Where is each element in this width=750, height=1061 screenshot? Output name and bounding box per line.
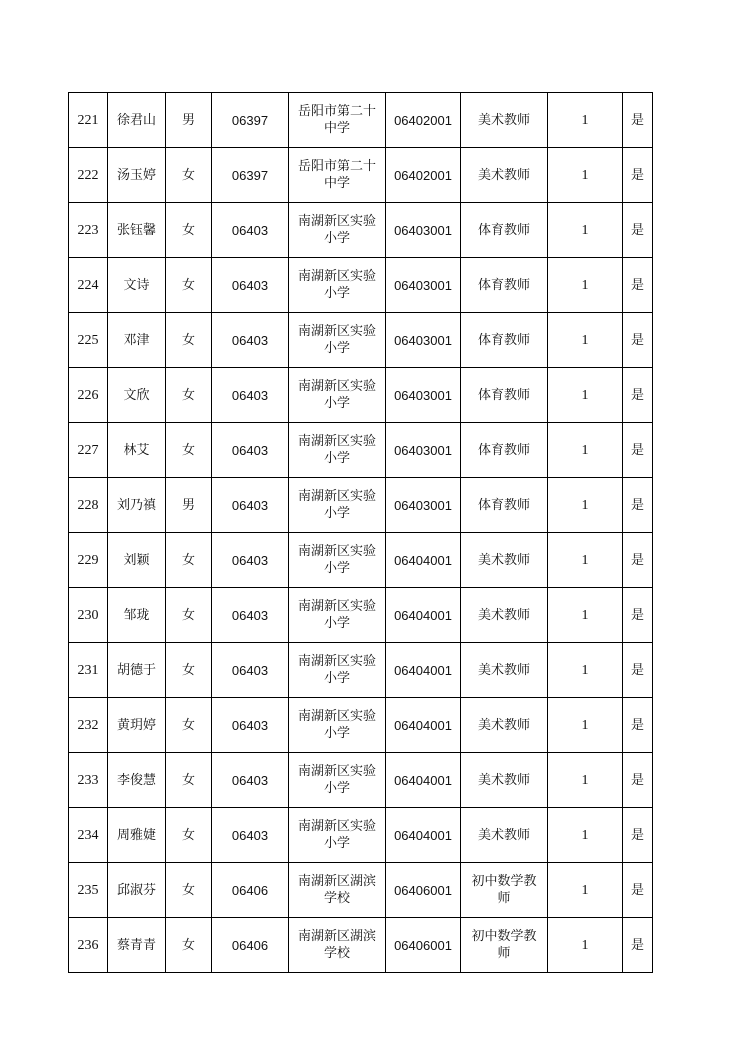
- quota-cell: 1: [548, 148, 623, 203]
- gender-cell: 女: [166, 258, 212, 313]
- name-cell: 林艾: [108, 423, 166, 478]
- name-cell: 张钰馨: [108, 203, 166, 258]
- quota-cell: 1: [548, 588, 623, 643]
- unit-name-cell-line-2: 中学: [323, 176, 350, 191]
- qualified-cell: 是: [623, 423, 653, 478]
- name-cell: 邓津: [108, 313, 166, 368]
- serial-number-cell: 223: [69, 203, 108, 258]
- roster-table: [68, 92, 653, 973]
- unit-name-cell-line-1: 南湖新区实验: [297, 819, 376, 834]
- table-body: [69, 93, 653, 973]
- unit-name-cell-line-1: 南湖新区实验: [297, 379, 376, 394]
- unit-code-cell: 06406: [212, 918, 289, 973]
- unit-name-cell-line-1: 南湖新区实验: [297, 214, 376, 229]
- serial-number-cell: 229: [69, 533, 108, 588]
- unit-code-cell: 06403: [212, 313, 289, 368]
- quota-cell: 1: [548, 643, 623, 698]
- unit-name-cell-line-1: 南湖新区实验: [297, 544, 376, 559]
- quota-cell: 1: [548, 918, 623, 973]
- post-name-cell: [461, 93, 548, 148]
- unit-name-cell-line-1: 南湖新区实验: [297, 764, 376, 779]
- serial-number-cell: 222: [69, 148, 108, 203]
- post-name-cell-line-1: 美术教师: [477, 662, 530, 678]
- serial-number-cell: 232: [69, 698, 108, 753]
- post-code-cell: 06402001: [386, 93, 461, 148]
- unit-name-cell-line-2: 学校: [323, 946, 350, 961]
- gender-cell: 女: [166, 808, 212, 863]
- unit-name-cell-line-1: 南湖新区实验: [297, 709, 376, 724]
- name-cell: 邱淑芬: [108, 863, 166, 918]
- table-row: [69, 643, 653, 698]
- name-cell: 胡德于: [108, 643, 166, 698]
- post-name-cell-line-1: 美术教师: [477, 607, 530, 623]
- post-code-cell: 06403001: [386, 368, 461, 423]
- post-name-cell: [461, 918, 548, 973]
- gender-cell: 女: [166, 863, 212, 918]
- qualified-cell: 是: [623, 93, 653, 148]
- post-name-cell-line-1: 初中数学教: [471, 874, 537, 889]
- unit-name-cell-line-1: 南湖新区实验: [297, 269, 376, 284]
- name-cell: 文欣: [108, 368, 166, 423]
- table-row: [69, 863, 653, 918]
- unit-code-cell: 06406: [212, 863, 289, 918]
- qualified-cell: 是: [623, 643, 653, 698]
- unit-name-cell-line-1: 岳阳市第二十: [297, 159, 376, 174]
- table-row: [69, 808, 653, 863]
- unit-name-cell: [289, 588, 386, 643]
- unit-code-cell: 06403: [212, 588, 289, 643]
- serial-number-cell: 235: [69, 863, 108, 918]
- unit-code-cell: 06403: [212, 203, 289, 258]
- qualified-cell: 是: [623, 203, 653, 258]
- unit-name-cell-line-2: 小学: [323, 451, 350, 466]
- name-cell: 邹珑: [108, 588, 166, 643]
- post-name-cell-line-1: 体育教师: [477, 497, 530, 513]
- post-name-cell-line-1: 美术教师: [477, 717, 530, 733]
- unit-code-cell: 06403: [212, 643, 289, 698]
- post-code-cell: 06403001: [386, 313, 461, 368]
- unit-code-cell: 06403: [212, 368, 289, 423]
- unit-name-cell-line-2: 小学: [323, 341, 350, 356]
- post-name-cell-line-1: 美术教师: [477, 167, 530, 183]
- qualified-cell: 是: [623, 368, 653, 423]
- unit-name-cell-line-2: 小学: [323, 671, 350, 686]
- qualified-cell: 是: [623, 753, 653, 808]
- gender-cell: 女: [166, 643, 212, 698]
- gender-cell: 女: [166, 533, 212, 588]
- post-name-cell: [461, 863, 548, 918]
- table-row: [69, 423, 653, 478]
- post-code-cell: 06402001: [386, 148, 461, 203]
- serial-number-cell: 226: [69, 368, 108, 423]
- serial-number-cell: 236: [69, 918, 108, 973]
- unit-name-cell: [289, 533, 386, 588]
- quota-cell: 1: [548, 753, 623, 808]
- post-name-cell-line-1: 体育教师: [477, 277, 530, 293]
- post-name-cell: [461, 808, 548, 863]
- qualified-cell: 是: [623, 148, 653, 203]
- unit-name-cell: [289, 863, 386, 918]
- post-name-cell-line-2: 师: [497, 946, 511, 961]
- post-code-cell: 06404001: [386, 753, 461, 808]
- unit-name-cell: [289, 313, 386, 368]
- post-code-cell: 06403001: [386, 258, 461, 313]
- post-name-cell-line-1: 初中数学教: [471, 929, 537, 944]
- post-name-cell-line-1: 体育教师: [477, 222, 530, 238]
- post-name-cell: [461, 533, 548, 588]
- unit-name-cell-line-2: 小学: [323, 561, 350, 576]
- post-code-cell: 06406001: [386, 863, 461, 918]
- unit-name-cell-line-2: 小学: [323, 836, 350, 851]
- serial-number-cell: 230: [69, 588, 108, 643]
- serial-number-cell: 225: [69, 313, 108, 368]
- unit-name-cell-line-2: 小学: [323, 231, 350, 246]
- post-name-cell: [461, 148, 548, 203]
- serial-number-cell: 233: [69, 753, 108, 808]
- table-row: [69, 753, 653, 808]
- unit-name-cell-line-1: 南湖新区实验: [297, 324, 376, 339]
- gender-cell: 女: [166, 203, 212, 258]
- post-code-cell: 06403001: [386, 203, 461, 258]
- unit-name-cell-line-1: 南湖新区实验: [297, 599, 376, 614]
- unit-code-cell: 06403: [212, 258, 289, 313]
- qualified-cell: 是: [623, 478, 653, 533]
- qualified-cell: 是: [623, 533, 653, 588]
- post-code-cell: 06404001: [386, 588, 461, 643]
- quota-cell: 1: [548, 533, 623, 588]
- post-code-cell: 06404001: [386, 533, 461, 588]
- name-cell: 刘颖: [108, 533, 166, 588]
- unit-name-cell-line-2: 小学: [323, 396, 350, 411]
- name-cell: 徐君山: [108, 93, 166, 148]
- table-row: [69, 93, 653, 148]
- unit-name-cell: [289, 148, 386, 203]
- quota-cell: 1: [548, 423, 623, 478]
- unit-code-cell: 06403: [212, 753, 289, 808]
- unit-code-cell: 06397: [212, 93, 289, 148]
- quota-cell: 1: [548, 698, 623, 753]
- unit-name-cell: [289, 478, 386, 533]
- serial-number-cell: 227: [69, 423, 108, 478]
- unit-name-cell-line-2: 中学: [323, 121, 350, 136]
- post-name-cell: [461, 313, 548, 368]
- post-code-cell: 06406001: [386, 918, 461, 973]
- table-row: [69, 203, 653, 258]
- post-name-cell: [461, 423, 548, 478]
- post-name-cell-line-1: 体育教师: [477, 442, 530, 458]
- unit-name-cell-line-2: 小学: [323, 506, 350, 521]
- unit-name-cell-line-2: 小学: [323, 616, 350, 631]
- table-row: [69, 698, 653, 753]
- unit-name-cell-line-1: 南湖新区湖滨: [297, 874, 376, 889]
- post-code-cell: 06404001: [386, 698, 461, 753]
- post-name-cell: [461, 203, 548, 258]
- unit-name-cell: [289, 258, 386, 313]
- unit-code-cell: 06403: [212, 698, 289, 753]
- qualified-cell: 是: [623, 863, 653, 918]
- post-name-cell-line-1: 美术教师: [477, 552, 530, 568]
- serial-number-cell: 234: [69, 808, 108, 863]
- name-cell: 蔡青青: [108, 918, 166, 973]
- qualified-cell: 是: [623, 918, 653, 973]
- gender-cell: 女: [166, 313, 212, 368]
- name-cell: 刘乃禛: [108, 478, 166, 533]
- table-row: [69, 533, 653, 588]
- unit-name-cell-line-1: 南湖新区实验: [297, 489, 376, 504]
- qualified-cell: 是: [623, 698, 653, 753]
- name-cell: 黄玥婷: [108, 698, 166, 753]
- gender-cell: 女: [166, 423, 212, 478]
- quota-cell: 1: [548, 368, 623, 423]
- table-row: [69, 313, 653, 368]
- table-row: [69, 588, 653, 643]
- gender-cell: 女: [166, 918, 212, 973]
- unit-name-cell-line-1: 南湖新区湖滨: [297, 929, 376, 944]
- post-name-cell: [461, 643, 548, 698]
- quota-cell: 1: [548, 478, 623, 533]
- quota-cell: 1: [548, 258, 623, 313]
- name-cell: 汤玉婷: [108, 148, 166, 203]
- table-row: [69, 258, 653, 313]
- unit-name-cell-line-2: 小学: [323, 726, 350, 741]
- post-name-cell-line-1: 美术教师: [477, 827, 530, 843]
- unit-name-cell: [289, 203, 386, 258]
- post-name-cell-line-1: 体育教师: [477, 387, 530, 403]
- post-code-cell: 06403001: [386, 423, 461, 478]
- unit-name-cell: [289, 753, 386, 808]
- post-name-cell-line-1: 美术教师: [477, 772, 530, 788]
- unit-name-cell-line-1: 岳阳市第二十: [297, 104, 376, 119]
- unit-name-cell-line-2: 小学: [323, 781, 350, 796]
- post-name-cell: [461, 753, 548, 808]
- qualified-cell: 是: [623, 313, 653, 368]
- qualified-cell: 是: [623, 258, 653, 313]
- unit-name-cell: [289, 698, 386, 753]
- post-code-cell: 06404001: [386, 643, 461, 698]
- table-row: [69, 478, 653, 533]
- name-cell: 文诗: [108, 258, 166, 313]
- post-code-cell: 06404001: [386, 808, 461, 863]
- gender-cell: 女: [166, 148, 212, 203]
- post-name-cell: [461, 258, 548, 313]
- post-name-cell: [461, 478, 548, 533]
- post-code-cell: 06403001: [386, 478, 461, 533]
- unit-name-cell: [289, 918, 386, 973]
- serial-number-cell: 224: [69, 258, 108, 313]
- post-name-cell-line-1: 美术教师: [477, 112, 530, 128]
- unit-code-cell: 06397: [212, 148, 289, 203]
- quota-cell: 1: [548, 93, 623, 148]
- table-row: [69, 148, 653, 203]
- unit-name-cell: [289, 368, 386, 423]
- unit-name-cell: [289, 643, 386, 698]
- unit-code-cell: 06403: [212, 423, 289, 478]
- serial-number-cell: 231: [69, 643, 108, 698]
- gender-cell: 女: [166, 368, 212, 423]
- unit-name-cell-line-1: 南湖新区实验: [297, 654, 376, 669]
- post-name-cell: [461, 588, 548, 643]
- unit-name-cell: [289, 423, 386, 478]
- unit-name-cell-line-2: 小学: [323, 286, 350, 301]
- table-row: [69, 918, 653, 973]
- name-cell: 周雅婕: [108, 808, 166, 863]
- name-cell: 李俊慧: [108, 753, 166, 808]
- table-row: [69, 368, 653, 423]
- post-name-cell-line-2: 师: [497, 891, 511, 906]
- gender-cell: 男: [166, 478, 212, 533]
- qualified-cell: 是: [623, 588, 653, 643]
- quota-cell: 1: [548, 808, 623, 863]
- quota-cell: 1: [548, 863, 623, 918]
- unit-name-cell-line-2: 学校: [323, 891, 350, 906]
- quota-cell: 1: [548, 313, 623, 368]
- unit-name-cell: [289, 93, 386, 148]
- unit-name-cell: [289, 808, 386, 863]
- unit-name-cell-line-1: 南湖新区实验: [297, 434, 376, 449]
- gender-cell: 女: [166, 588, 212, 643]
- quota-cell: 1: [548, 203, 623, 258]
- unit-code-cell: 06403: [212, 478, 289, 533]
- serial-number-cell: 228: [69, 478, 108, 533]
- post-name-cell: [461, 368, 548, 423]
- gender-cell: 女: [166, 698, 212, 753]
- serial-number-cell: 221: [69, 93, 108, 148]
- post-name-cell: [461, 698, 548, 753]
- post-name-cell-line-1: 体育教师: [477, 332, 530, 348]
- gender-cell: 男: [166, 93, 212, 148]
- qualified-cell: 是: [623, 808, 653, 863]
- unit-code-cell: 06403: [212, 533, 289, 588]
- gender-cell: 女: [166, 753, 212, 808]
- unit-code-cell: 06403: [212, 808, 289, 863]
